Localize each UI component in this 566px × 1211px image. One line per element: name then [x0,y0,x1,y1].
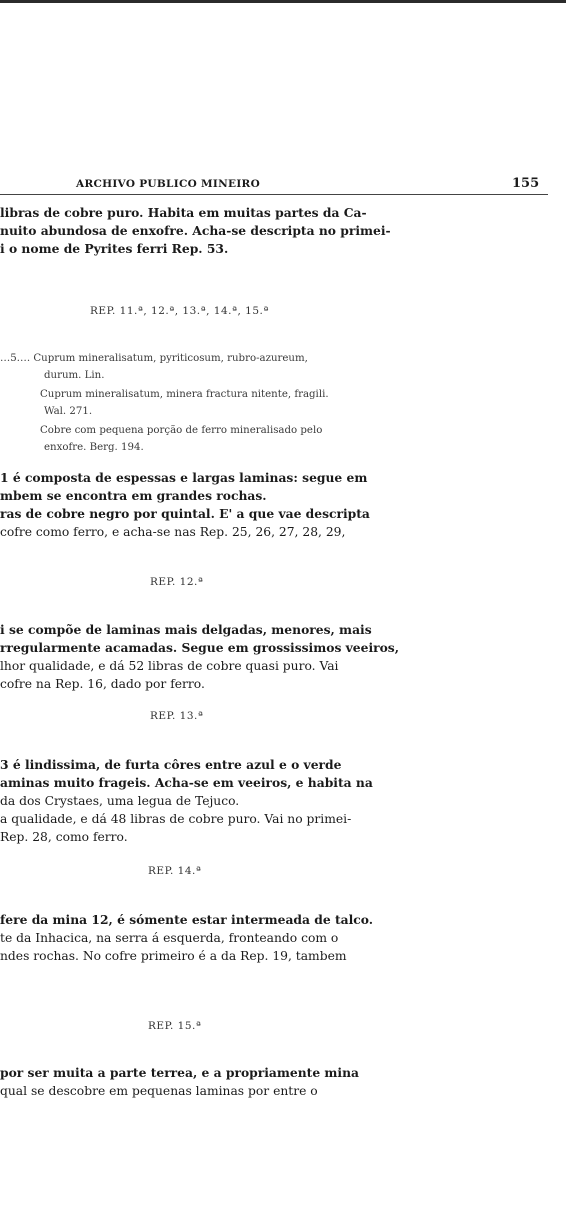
text-line: lhor qualidade, e dá 52 libras de cobre quasi puro. Vai [0,659,339,673]
text-line: te da Inhacica, na serra á esquerda, fronteando com o [0,931,339,945]
text-line: qual se descobre em pequenas laminas por entre o [0,1084,318,1098]
text-line: ras de cobre negro por quintal. E' a que vae descripta [0,506,370,521]
section-heading: REP. 13.ª [150,710,204,722]
text-line: nuito abundosa de enxofre. Acha-se descripta no primei- [0,223,391,238]
text-line: durum. Lin. [44,370,105,381]
text-line: ndes rochas. No cofre primeiro é a da Rep. 19, tambem [0,949,347,963]
text-line: da dos Crystaes, uma legua de Tejuco. [0,794,240,808]
text-line: cofre como ferro, e acha-se nas Rep. 25, 26, 27, 28, 29, [0,525,346,539]
text-line: 1 é composta de espessas e largas laminas: segue em [0,470,368,485]
text-line: aminas muito frageis. Acha-se em veeiros, e habita na [0,775,373,790]
text-line: …5…. Cuprum mineralisatum, pyriticosum, rubro-azureum, [0,353,308,364]
text-line: i o nome de Pyrites ferri Rep. 53. [0,241,229,256]
text-line: 3 é lindissima, de furta côres entre azul e o verde [0,757,342,772]
text-line: Rep. 28, como ferro. [0,830,128,844]
top-border-line [0,0,566,3]
header-rule [0,194,548,195]
section-heading: REP. 14.ª [148,865,202,877]
header-title: ARCHIVO PUBLICO MINEIRO [76,178,261,190]
section-heading: REP. 12.ª [150,576,204,588]
text-line: mbem se encontra em grandes rochas. [0,488,267,503]
text-line: enxofre. Berg. 194. [44,442,144,453]
text-line: libras de cobre puro. Habita em muitas partes da Ca- [0,205,367,220]
text-line: rregularmente acamadas. Segue em grossissimos veeiros, [0,640,399,655]
text-line: Cuprum mineralisatum, minera fractura nitente, fragili. [40,389,329,400]
text-line: fere da mina 12, é sómente estar intermeada de talco. [0,912,374,927]
text-line: cofre na Rep. 16, dado por ferro. [0,677,205,691]
text-line: Cobre com pequena porção de ferro mineralisado pelo [40,425,323,436]
page-number: 155 [512,176,540,191]
running-header [0,176,548,196]
text-line: a qualidade, e dá 48 libras de cobre puro. Vai no primei- [0,812,352,826]
text-line: Wal. 271. [44,406,93,417]
section-heading: REP. 11.ª, 12.ª, 13.ª, 14.ª, 15.ª [90,305,269,317]
section-heading: REP. 15.ª [148,1020,202,1032]
text-line: por ser muita a parte terrea, e a propriamente mina [0,1065,360,1080]
text-line: i se compõe de laminas mais delgadas, menores, mais [0,622,372,637]
